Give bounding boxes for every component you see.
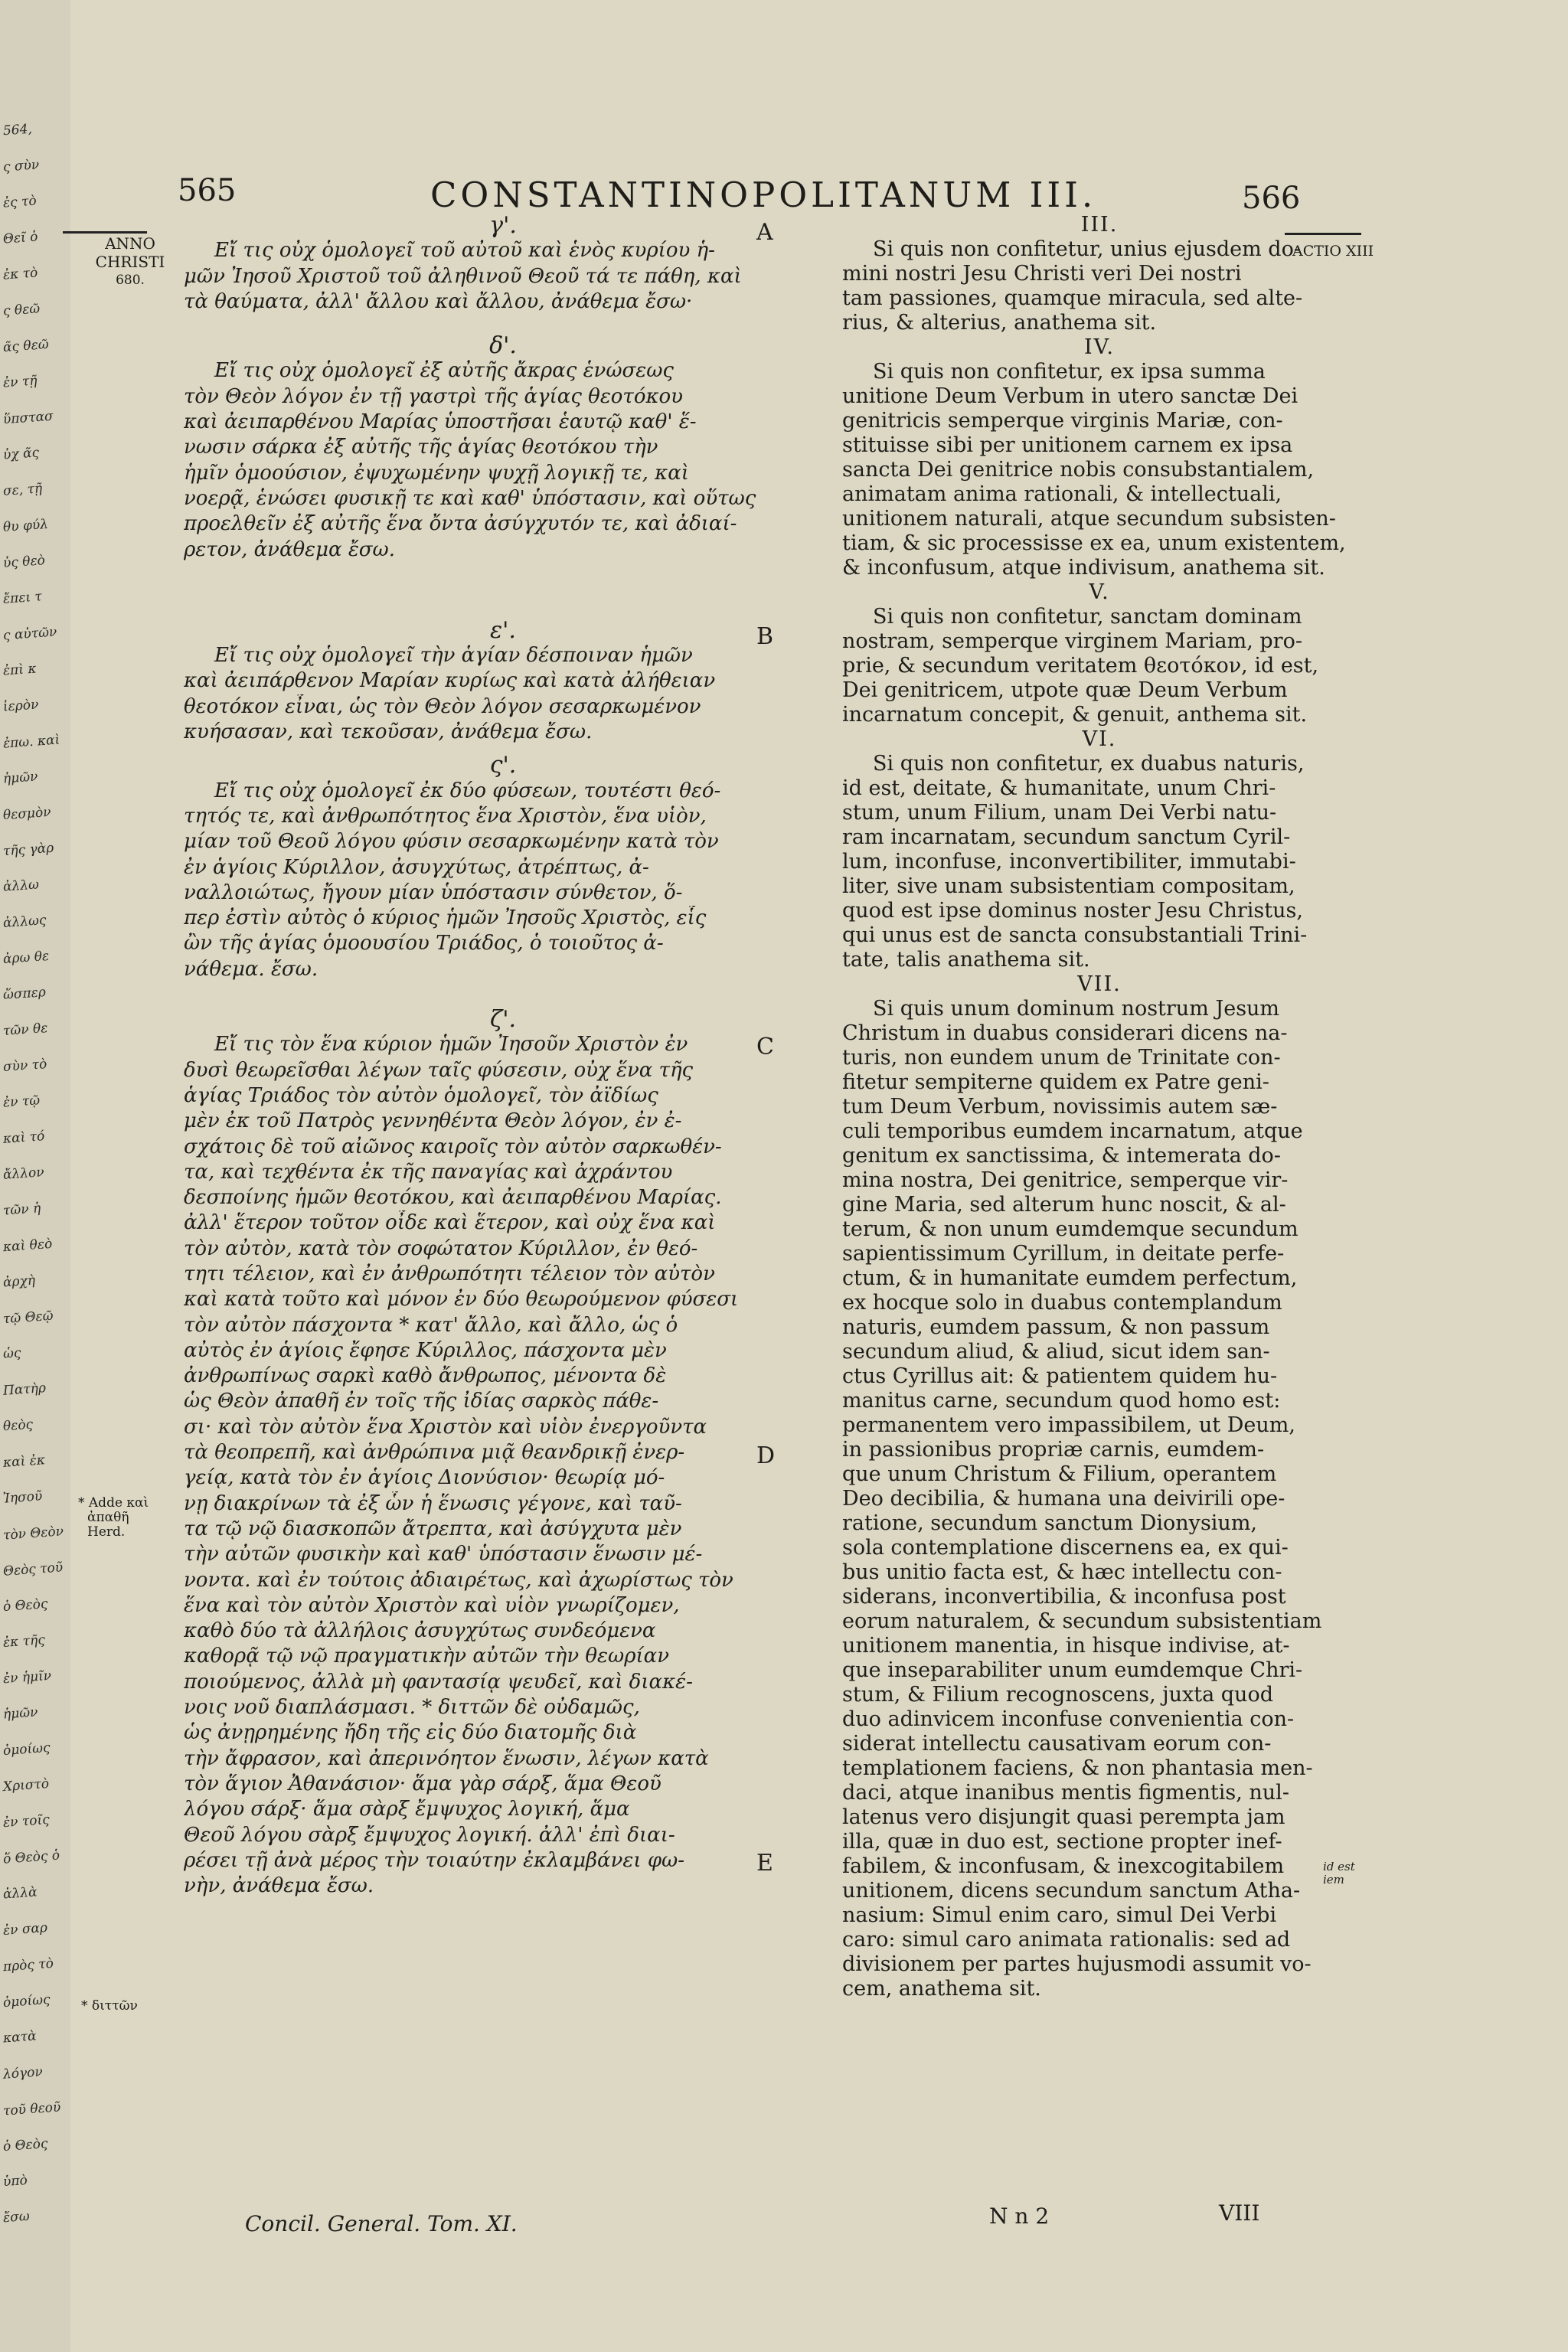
anno-christi-note (92, 234, 168, 289)
text-line: tiam, & sic processisse ex ea, unum existentem, (842, 531, 1346, 555)
text-line: fabilem, & inconfusam, & inexcogitabilem (842, 1854, 1285, 1878)
text-line: daci, atque inanibus mentis figmentis, nul- (842, 1781, 1289, 1805)
section-heading: VI. (1082, 727, 1117, 751)
section-letter-c: C (756, 1034, 774, 1060)
text-line: tam passiones, quamque miracula, sed alte- (842, 286, 1303, 310)
text-line: in passionibus propriæ carnis, eumdem- (842, 1438, 1265, 1462)
text-line: λόγου σάρξ· ἅμα σὰρξ ἔμψυχος λογική, ἅμα (184, 1798, 630, 1821)
text-line: que inseparabiliter unum eumdemque Chri- (842, 1658, 1303, 1682)
text-line: nostram, semperque virginem Mariam, pro- (842, 629, 1302, 653)
section-heading: III. (1080, 213, 1119, 237)
text-line: ἀνθρωπίνως σαρκὶ καθὸ ἄνθρωπος, μένοντα δὲ (184, 1364, 667, 1388)
adde-note-line-3: Herd. (87, 1524, 126, 1540)
text-line: caro: simul caro animata rationalis: sed ad (842, 1928, 1291, 1952)
bleed-line: καὶ τό (2, 1129, 45, 1147)
bleed-line: ὕπστασ (2, 408, 54, 428)
text-line: qui unus est de sancta consubstantiali Trini- (842, 923, 1308, 947)
bleed-line: ἐς τὸ (2, 193, 38, 211)
text-line: bus unitio facta est, & hæc intellectu con- (842, 1560, 1282, 1584)
christi-label: CHRISTI (95, 253, 165, 271)
bleed-line: ἐν σαρ (2, 1920, 48, 1939)
text-line: latenus vero disjungit quasi perempta jam (842, 1805, 1285, 1829)
bleed-line: ἔπει τ (2, 589, 43, 607)
text-line: ram incarnatam, secundum sanctum Cyril- (842, 825, 1291, 849)
left-page-number: 565 (178, 173, 237, 208)
text-line: τὴν αὐτῶν φυσικὴν καὶ καθ' ὑπόστασιν ἕνωσιν μέ- (184, 1543, 703, 1566)
section-heading: ζ'. (489, 1006, 517, 1034)
text-line: illa, quæ in duo est, sectione propter inef- (842, 1830, 1282, 1854)
bleed-line: Ἰησοῦ (2, 1488, 43, 1507)
anno-label: ANNO (105, 234, 155, 253)
text-line: ἡμῖν ὁμοούσιον, ἐψυχωμένην ψυχῇ λογικῇ τε, καὶ (184, 461, 689, 485)
text-line: Deo decibilia, & humana una deivirili ope- (842, 1487, 1285, 1511)
right-note-line-2: iem (1323, 1873, 1344, 1886)
text-line: divisionem per partes hujusmodi assumit vo- (842, 1952, 1312, 1976)
section-letter-a: A (756, 219, 773, 246)
text-line: περ ἐστὶν αὐτὸς ὁ κύριος ἡμῶν Ἰησοῦς Χριστὸς, εἷς (184, 906, 707, 930)
footer-volume: Concil. General. Tom. XI. (245, 2211, 518, 2236)
actio-note: ACTIO XIII (1292, 243, 1374, 260)
dittan-note: * διττῶν (81, 1998, 138, 2014)
bleed-line: ἐκ τῆς (2, 1632, 46, 1651)
text-line: τὰ θαύματα, ἀλλ' ἄλλου καὶ ἄλλου, ἀνάθεμα ἔσω· (184, 289, 693, 313)
bleed-line: Πατὴρ (2, 1380, 47, 1399)
bleed-line: τὸν Θεὸν (2, 1524, 64, 1544)
bleed-line: ς θεῶ (2, 301, 41, 319)
text-line: καὶ κατὰ τοῦτο καὶ μόνον ἐν δύο θεωρούμενον φύσεσι (184, 1288, 739, 1312)
text-line: κυήσασαν, καὶ τεκοῦσαν, ἀνάθεμα ἔσω. (184, 720, 593, 744)
text-line: ἀλλ' ἕτερον τοῦτον οἶδε καὶ ἕτερον, καὶ οὐχ ἕνα καὶ (184, 1211, 716, 1235)
bleed-line: ἐπὶ κ (2, 661, 38, 679)
text-line: incarnatum concepit, & genuit, anthema sit. (842, 703, 1308, 727)
right-page-number: 566 (1242, 181, 1301, 216)
bleed-line: σε, τῇ (2, 481, 43, 499)
text-line: Christum in duabus considerari dicens na- (842, 1021, 1288, 1045)
text-line: rius, & alterius, anathema sit. (842, 311, 1157, 335)
text-line: Εἴ τις τὸν ἕνα κύριον ἡμῶν Ἰησοῦν Χριστὸν ἐν (214, 1033, 688, 1057)
latin-column (842, 213, 1357, 2001)
bleed-line: 564, (2, 121, 33, 139)
running-title: CONSTANTINOPOLITANUM III. (430, 175, 1097, 215)
bleed-line: Θεῖ ὁ (2, 229, 39, 247)
text-line: τὸν αὐτὸν πάσχοντα * κατ' ἄλλο, καὶ ἄλλο, ὡς ὁ (184, 1313, 678, 1337)
text-line: que unum Christum & Filium, operantem (842, 1462, 1277, 1486)
text-line: τα, καὶ τεχθέντα ἐκ τῆς παναγίας καὶ ἀχράντου (184, 1160, 673, 1184)
text-line: tum Deum Verbum, novissimis autem sæ- (842, 1095, 1278, 1119)
section-letter-b: B (756, 623, 774, 650)
text-line: ὢν τῆς ἁγίας ὁμοουσίου Τριάδος, ὁ τοιοῦτος ἀ- (184, 932, 664, 956)
text-line: tate, talis anathema sit. (842, 948, 1090, 972)
text-line: νὴν, ἀνάθεμα ἔσω. (184, 1874, 374, 1898)
bleed-line: ἀρω θε (2, 948, 50, 968)
text-line: Εἴ τις οὐχ ὁμολογεῖ τοῦ αὐτοῦ καὶ ἑνὸς κυρίου ἡ- (214, 239, 715, 263)
text-line: ναλλοιώτως, ἤγουν μίαν ὑπόστασιν σύνθετον, ὅ- (184, 880, 683, 904)
text-line: stum, unum Filium, unam Dei Verbi natu- (842, 801, 1277, 825)
bleed-line: ἐν τῇ (2, 373, 38, 391)
section-heading: δ'. (489, 332, 517, 360)
bleed-line: ἀλλως (2, 913, 47, 931)
text-line: καὶ ἀειπαρθένου Μαρίας ὑποστῆσαι ἑαυτῷ καθ' ἕ- (184, 410, 697, 434)
text-line: prie, & secundum veritatem θεοτόκον, id est, (842, 654, 1319, 678)
text-line: Si quis non confitetur, sanctam dominam (873, 605, 1302, 629)
text-line: αὐτὸς ἐν ἁγίοις ἔφησε Κύριλλος, πάσχοντα μὲν (184, 1338, 667, 1362)
text-line: Θεοῦ λόγου σὰρξ ἔμψυχος λογική. ἀλλ' ἐπὶ διαι- (184, 1823, 675, 1847)
text-line: σι· καὶ τὸν αὐτὸν ἕνα Χριστὸν καὶ υἱὸν ἐνεργοῦντα (184, 1415, 707, 1439)
text-line: τὸν αὐτὸν, κατὰ τὸν σοφώτατον Κύριλλον, ἐν θεό- (184, 1236, 698, 1260)
bleed-line: ἡμῶν (2, 769, 39, 787)
bleed-line: ς σὺν (2, 157, 40, 175)
section-heading: ε'. (490, 616, 516, 644)
text-line: σχάτοις δὲ τοῦ αἰῶνος καιροῖς τὸν αὐτὸν σαρκωθέν- (184, 1135, 722, 1158)
bleed-line: ὐχ ᾶς (2, 445, 40, 463)
text-line: ὡς ἀνῃρημένης ἤδη τῆς εἰς δύο διατομῆς διὰ (184, 1721, 637, 1745)
text-line: unitionem naturali, atque secundum subsisten- (842, 507, 1336, 531)
text-line: sancta Dei genitrice nobis consubstantialem, (842, 458, 1315, 482)
section-heading: IV. (1083, 335, 1116, 359)
bleed-line: ἐκ τὸ (2, 265, 38, 283)
bleed-line: ἐν ἡμῖν (2, 1668, 52, 1687)
text-line: unitione Deum Verbum in utero sanctæ Dei (842, 384, 1298, 408)
bleed-line: ὁ Θεὸς (2, 2135, 49, 2155)
bleed-line: ἐν τῷ (2, 1093, 41, 1111)
bleed-line: ἐπω. καὶ (2, 732, 60, 752)
text-line: genitum ex sanctissima, & intemerata do- (842, 1144, 1281, 1168)
text-line: μῶν Ἰησοῦ Χριστοῦ τοῦ ἀληθινοῦ Θεοῦ τά τε πάθη, καὶ (184, 264, 742, 288)
text-line: ἐν ἁγίοις Κύριλλον, ἀσυγχύτως, ἀτρέπτως, ἀ- (184, 855, 649, 879)
bleed-line: ὁμοίως (2, 1740, 51, 1759)
text-line: ποιούμενος, ἀλλὰ μὴ φαντασίᾳ ψευδεῖ, καὶ διακέ- (184, 1670, 693, 1694)
bleed-line: τῷ Θεῷ (2, 1308, 54, 1328)
text-line: sapientissimum Cyrillum, in deitate perfe- (842, 1242, 1285, 1266)
bleed-line: καὶ ἐκ (2, 1452, 46, 1471)
text-line: lum, inconfuse, inconvertibiliter, immutabi- (842, 850, 1296, 874)
text-line: ὡς Θεὸν ἀπαθῆ ἐν τοῖς τῆς ἰδίας σαρκὸς πάθε- (184, 1390, 659, 1413)
text-line: sola contemplatione discernens ea, ex qui- (842, 1536, 1289, 1560)
bleed-line: θυ φύλ (2, 516, 49, 536)
text-line: naturis, eumdem passum, & non passum (842, 1315, 1270, 1339)
text-line: Si quis non confitetur, ex duabus naturis, (873, 752, 1305, 776)
text-line: unitionem, dicens secundum sanctum Atha- (842, 1879, 1301, 1903)
text-line: ἕνα καὶ τὸν αὐτὸν Χριστὸν καὶ υἱὸν γνωρίζομεν, (184, 1593, 680, 1617)
section-heading: V. (1089, 580, 1110, 604)
adde-note-line-1: * Adde καὶ (78, 1495, 149, 1511)
bleed-line: ἀρχὴ (2, 1272, 36, 1291)
text-line: δεσποίνης ἡμῶν θεοτόκου, καὶ ἀειπαρθένου Μαρίας. (184, 1186, 722, 1210)
text-line: τητι τέλειον, καὶ ἐν ἀνθρωπότητι τέλειον τὸν αὐτὸν (184, 1262, 715, 1285)
text-line: mini nostri Jesu Christi veri Dei nostri (842, 262, 1242, 286)
bleed-line: ὡς (2, 1345, 22, 1362)
text-line: siderat intellectu causativam eorum con- (842, 1732, 1272, 1756)
text-line: ex hocque solo in duabus contemplandum (842, 1291, 1282, 1315)
text-line: manitus carne, secundum quod homo est: (842, 1389, 1281, 1413)
text-line: terum, & non unum eumdemque secundum (842, 1217, 1298, 1241)
text-line: Εἴ τις οὐχ ὁμολογεῖ ἐκ δύο φύσεων, τουτέστι θεό- (214, 779, 721, 802)
bleed-line: Θεὸς τοῦ (2, 1560, 64, 1579)
text-line: τὰ θεοπρεπῆ, καὶ ἀνθρώπινα μιᾷ θεανδρικῇ ἐνερ- (184, 1441, 685, 1465)
adde-note-line-2: ἀπαθῆ (87, 1510, 129, 1525)
text-line: animatam anima rationali, & intellectuali, (842, 482, 1282, 506)
bleed-line: καὶ θεὸ (2, 1236, 53, 1256)
document-page (70, 0, 1568, 2352)
section-heading: γ'. (489, 212, 517, 239)
bleed-line: τῶν ἡ (2, 1200, 41, 1219)
text-line: μίαν τοῦ Θεοῦ λόγου φύσιν σεσαρκωμένην κατὰ τὸν (184, 830, 719, 854)
text-line: Dei genitricem, utpote quæ Deum Verbum (842, 678, 1288, 702)
text-line: Si quis non confitetur, unius ejusdem do- (873, 237, 1301, 261)
bleed-line: ἔσω (2, 2208, 31, 2226)
bleed-line: θεὸς (2, 1416, 34, 1435)
text-line: templationem faciens, & non phantasia men- (842, 1756, 1313, 1780)
text-line: γείᾳ, κατὰ τὸν ἐν ἁγίοις Διονύσιον· θεωρίᾳ μό- (184, 1466, 665, 1490)
text-line: ρετον, ἀνάθεμα ἔσω. (184, 537, 396, 561)
text-line: stituisse sibi per unitionem carnem ex ipsa (842, 433, 1293, 457)
bleed-line: ἄλλον (2, 1165, 45, 1183)
text-line: νοντα. καὶ ἐν τούτοις ἀδιαιρέτως, καὶ ἀχωρίστως τὸν (184, 1568, 733, 1592)
text-line: καὶ ἀειπάρθενον Μαρίαν κυρίως καὶ κατὰ ἀλήθειαν (184, 669, 716, 693)
bleed-line: τοῦ θεοῦ (2, 2099, 61, 2119)
section-heading: VII. (1077, 972, 1122, 996)
bleed-line: ὁ Θεὸς (2, 1596, 49, 1615)
bleed-line: θεσμὸν (2, 804, 52, 824)
text-line: νῃ διακρίνων τὰ ἐξ ὧν ἡ ἕνωσις γέγονε, καὶ ταῦ- (184, 1491, 682, 1515)
bleed-line: κατὰ (2, 2028, 38, 2047)
text-line: ρέσει τῇ ἀνὰ μέρος τὴν τοιαύτην ἐκλαμβάνει φω- (184, 1848, 685, 1872)
bleed-line: ὐς θεὸ (2, 553, 46, 571)
text-line: προελθεῖν ἐξ αὐτῆς ἕνα ὄντα ἀσύγχυτόν τε, καὶ ἀδιαί- (184, 512, 737, 536)
text-line: καθὸ δύο τὰ ἀλλήλοις ἀσυγχύτως συνδεόμενα (184, 1619, 656, 1643)
text-line: δυσὶ θεωρεῖσθαι λέγων ταῖς φύσεσιν, οὐχ ἕνα τῆς (184, 1058, 694, 1082)
text-line: culi temporibus eumdem incarnatum, atque (842, 1119, 1303, 1143)
text-line: ἁγίας Τριάδος τὸν αὐτὸν ὁμολογεῖ, τὸν ἀϊδίως (184, 1083, 658, 1107)
text-line: secundum aliud, & aliud, sicut idem san- (842, 1340, 1270, 1364)
bleed-line: ὁμοίως (2, 1991, 51, 2011)
text-line: τὸν ἅγιον Ἀθανάσιον· ἅμα γὰρ σάρξ, ἅμα Θεοῦ (184, 1772, 662, 1795)
text-line: θεοτόκον εἶναι, ὡς τὸν Θεὸν λόγον σεσαρκωμένον (184, 694, 701, 718)
left-margin-rule (63, 231, 147, 234)
bleed-line: ἡμῶν (2, 1704, 39, 1723)
bleed-line: σὺν τὸ (2, 1057, 47, 1075)
section-heading: ς'. (489, 752, 517, 779)
text-line: fitetur sempiterne quidem ex Patre geni- (842, 1070, 1269, 1094)
bleed-line: λόγον (2, 2064, 44, 2082)
year-label: 680. (116, 273, 145, 288)
text-line: τὴν ἄφρασον, καὶ ἀπερινόητον ἕνωσιν, λέγων κατὰ (184, 1746, 709, 1770)
text-line: τὸν Θεὸν λόγον ἐν τῇ γαστρὶ τῆς ἁγίας θεοτόκου (184, 384, 683, 408)
text-line: turis, non eundem unum de Trinitate con- (842, 1046, 1281, 1070)
section-letter-e: E (756, 1850, 773, 1877)
text-line: ratione, secundum sanctum Dionysium, (842, 1511, 1258, 1535)
text-line: quod est ipse dominus noster Jesu Christus, (842, 899, 1303, 923)
text-line: id est, deitate, & humanitate, unum Chri- (842, 776, 1276, 800)
bleed-line: ἱερὸν (2, 697, 40, 715)
text-line: mina nostra, Dei genitrice, semperque vir- (842, 1168, 1289, 1192)
adde-note (78, 1496, 149, 1540)
text-line: cem, anathema sit. (842, 1977, 1041, 2001)
text-line: νάθεμα. ἔσω. (184, 957, 318, 981)
bleed-line: ὥσπερ (2, 985, 47, 1003)
adjacent-page-bleed (0, 0, 77, 2352)
catchword: VIII (1219, 2200, 1260, 2226)
text-line: μὲν ἐκ τοῦ Πατρὸς γεννηθέντα Θεὸν λόγον, ἐν ἐ- (184, 1109, 682, 1133)
text-line: eorum naturalem, & secundum subsistentiam (842, 1609, 1322, 1633)
text-line: καθορᾷ τῷ νῷ πραγματικὴν αὐτῶν τὴν θεωρίαν (184, 1645, 670, 1668)
bleed-line: ὑπὸ (2, 2172, 28, 2190)
right-note-line-1: id est (1323, 1860, 1355, 1873)
bleed-line: ᾶς θεῶ (2, 336, 50, 356)
text-line: Si quis non confitetur, ex ipsa summa (873, 360, 1266, 384)
text-line: νωσιν σάρκα ἐξ αὐτῆς τῆς ἁγίας θεοτόκου τὴν (184, 436, 658, 459)
text-line: τα τῷ νῷ διασκοπῶν ἄτρεπτα, καὶ ἀσύγχυτα μὲν (184, 1517, 682, 1540)
text-line: νοις νοῦ διαπλάσμασι. * διττῶν δὲ οὐδαμῶς, (184, 1696, 640, 1720)
bleed-line: τῶν θε (2, 1020, 49, 1040)
text-line: stum, & Filium recognoscens, juxta quod (842, 1683, 1273, 1707)
text-line: νοερᾷ, ἑνώσει φυσικῇ τε καὶ καθ' ὑπόστασιν, καὶ οὕτως (184, 486, 756, 510)
text-line: τητός τε, καὶ ἀνθρωπότητος ἕνα Χριστὸν, ἕνα υἱὸν, (184, 804, 707, 828)
text-line: siderans, inconvertibilia, & inconfusa post (842, 1585, 1286, 1609)
text-line: genitricis semperque virginis Mariæ, con- (842, 409, 1283, 433)
bleed-line: ἐν τοῖς (2, 1811, 51, 1831)
section-letter-d: D (756, 1442, 776, 1469)
text-line: nasium: Simul enim caro, simul Dei Verbi (842, 1903, 1277, 1927)
text-line: Εἴ τις οὐχ ὁμολογεῖ τὴν ἁγίαν δέσποιναν ἡμῶν (214, 644, 693, 668)
text-line: & inconfusum, atque indivisum, anathema sit. (842, 556, 1325, 580)
bleed-line: ὅ Θεὸς ὁ (2, 1847, 60, 1867)
text-line: ctus Cyrillus ait: & patientem quidem hu- (842, 1364, 1278, 1388)
text-line: Εἴ τις οὐχ ὁμολογεῖ ἐξ αὐτῆς ἄκρας ἑνώσεως (214, 359, 674, 383)
signature-mark: N n 2 (989, 2203, 1050, 2229)
text-line: liter, sive unam subsistentiam compositam, (842, 874, 1295, 898)
bleed-line: πρὸς τὸ (2, 1955, 54, 1975)
text-line: Si quis unum dominum nostrum Jesum (873, 997, 1280, 1021)
text-line: duo adinvicem inconfuse convenientia con- (842, 1707, 1295, 1731)
text-line: permanentem vero impassibilem, ut Deum, (842, 1413, 1295, 1437)
bleed-line: ἀλλὰ (2, 1884, 38, 1903)
bleed-line: ἀλλω (2, 877, 40, 895)
text-line: ctum, & in humanitate eumdem perfectum, (842, 1266, 1298, 1290)
bleed-line: ς αὐτῶν (2, 624, 57, 644)
text-line: gine Maria, sed alterum hunc noscit, & al- (842, 1193, 1286, 1217)
bleed-line: Χριστὸ (2, 1775, 50, 1795)
text-line: unitionem manentia, in hisque indivise, at- (842, 1634, 1290, 1658)
bleed-line: τῆς γὰρ (2, 840, 54, 860)
greek-column (184, 213, 822, 1899)
